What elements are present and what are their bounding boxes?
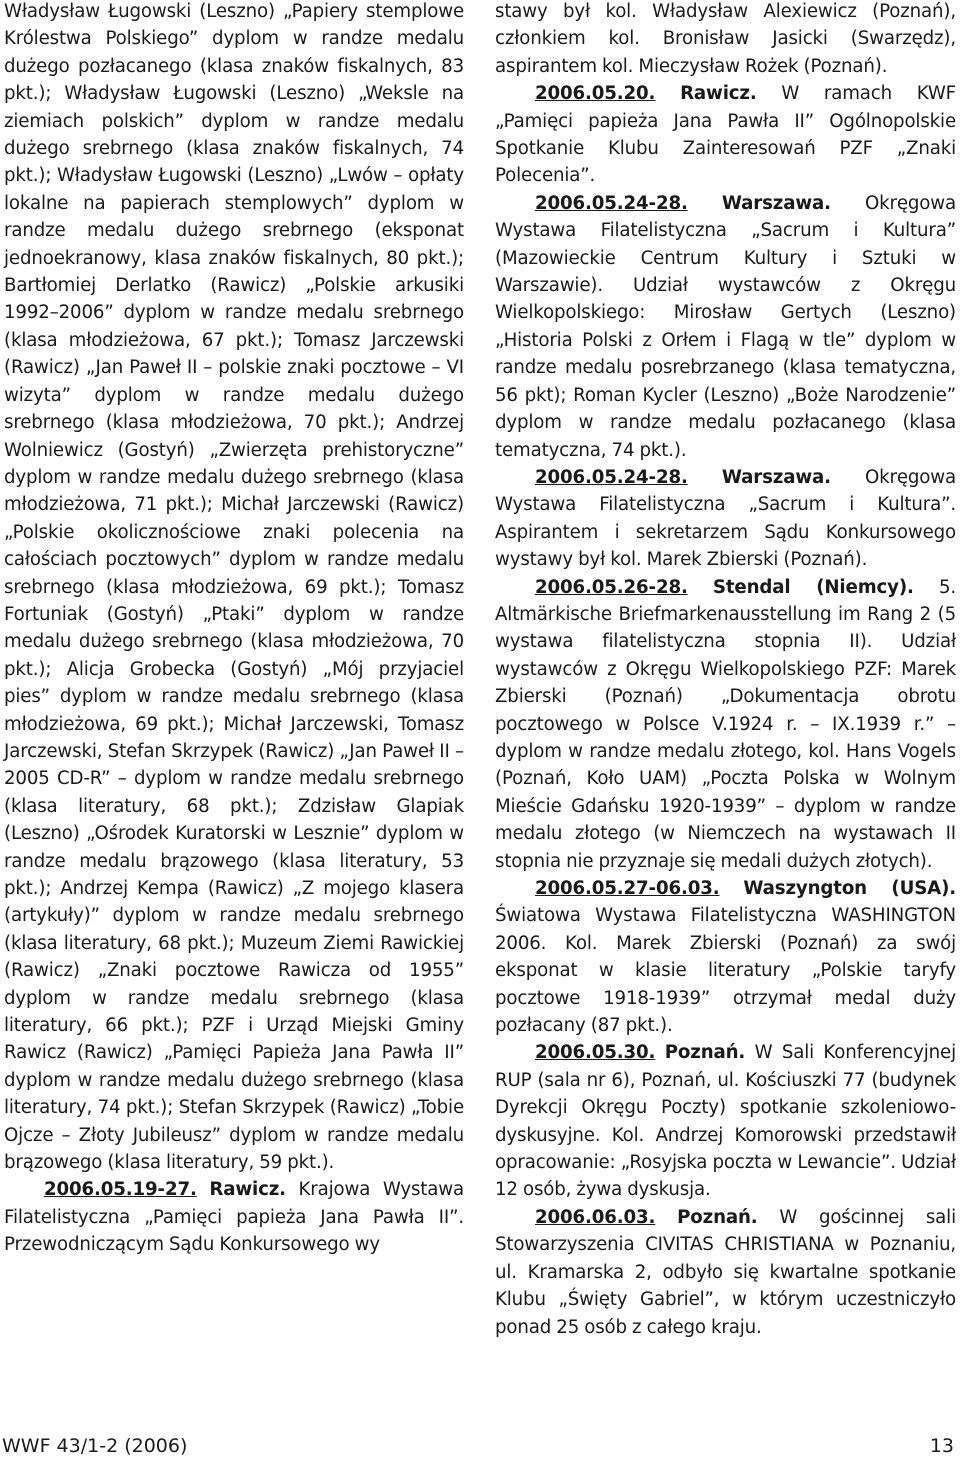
event-text: Okręgowa Wystawa Filatelistyczna „Sacrum i Kultura” (Mazowieckie Centrum Kultury i Sztuki w Warszawie). Udział wystawców z Okręgu Wielkopolskiego: Mirosław Gertych (Leszno) „Historia Polski z Orłem i Flagą w tle” dyplom w randze medalu posrebrzanego (klasa tematyczna, 56 pkt); Roman Kycler (Leszno) „Boże Narodzenie” dyplom w randze medalu pozłacanego (klasa tematyczna, 74 pkt.). — [495, 192, 956, 461]
journal-issue: WWF 43/1-2 (2006) — [2, 1435, 188, 1457]
event-date: 2006.05.26-28. — [535, 576, 688, 598]
event-text: W gościnnej sali Stowarzyszenia CIVITAS CHRISTIANA w Poznaniu, ul. Kramarska 2, odbyło się kwartalne spotkanie Klubu „Święty Gabriel”, w którym uczestniczyło ponad 25 osób z całego kraju. — [495, 1206, 956, 1338]
page-number: 13 — [929, 1435, 954, 1457]
event-poznan-conference — [495, 1039, 956, 1203]
event-stendal — [495, 574, 956, 875]
event-date: 2006.05.30. — [535, 1042, 656, 1064]
event-place: Waszyngton (USA). — [743, 878, 956, 899]
event-place: Rawicz. — [680, 83, 757, 105]
event-text: W Sali Konferencyjnej RUP (sala nr 6), Poznań, ul. Kościuszki 77 (budynek Dyrekcji Okręgu Poczty) spotkanie szkoleniowo-dyskusyjne. Kol. Andrzej Komorowski przedstawił opracowanie: „Rosyjska poczta w Lewancie”. Udział 12 osób, żywa dyskusja. — [495, 1042, 956, 1201]
event-place: Poznań. — [664, 1042, 746, 1064]
event-rawicz-meeting — [495, 80, 956, 190]
event-text: Krajowa Wystawa Filatelistyczna „Pamięci papieża Jana Pawła II”. Przewodniczącym Sądu Konkursowego wy — [4, 1179, 464, 1256]
event-place: Stendal (Niemcy). — [712, 576, 914, 598]
award-list-paragraph: Władysław Ługowski (Leszno) „Papiery stemplowe Królestwa Polskiego” dyplom w randze medalu dużego pozłacanego (klasa znaków fiskalnych, 83 pkt.); Władysław Ługowski (Leszno) „Weksle na ziemiach polskich” dyplom w randze medalu dużego srebrnego (klasa znaków fiskalnych, 74 pkt.); Władysław Ługowski (Leszno) „Lwów – opłaty lokalne na papierach stemplowych” dyplom w randze medalu dużego srebrnego (eksponat jednoekranowy, klasa znaków fiskalnych, 80 pkt.); Bartłomiej Derlatko (Rawicz) „Polskie arkusiki 1992–2006” dyplom w randze medalu srebrnego (klasa młodzieżowa, 67 pkt.); Tomasz Jarczewski (Rawicz) „Jan Paweł II – polskie znaki pocztowe – VI wizyta” dyplom w randze medalu dużego srebrnego (klasa młodzieżowa, 70 pkt.); Andrzej Wolniewicz (Gostyń) „Zwierzęta prehistoryczne” dyplom w randze medalu dużego srebrnego (klasa młodzieżowa, 71 pkt.); Michał Jarczewski (Rawicz) „Polskie okolicznościowe znaki polecenia na całościach pocztowych” dyplom w randze medalu srebrnego (klasa młodzieżowa, 69 pkt.); Tomasz Fortuniak (Gostyń) „Ptaki” dyplom w randze medalu dużego srebrnego (klasa młodzieżowa, 70 pkt.); Alicja Grobecka (Gostyń) „Mój przyjaciel pies” dyplom w randze medalu srebrnego (klasa młodzieżowa, 69 pkt.); Michał Jarczewski, Tomasz Jarczewski, Stefan Skrzypek (Rawicz) „Jan Paweł II – 2005 CD-R” – dyplom w randze medalu srebrnego (klasa literatury, 68 pkt.); Zdzisław Glapiak (Leszno) „Ośrodek Kuratorski w Lesznie” dyplom w randze medalu brązowego (klasa literatury, 53 pkt.); Andrzej Kempa (Rawicz) „Z mojego klasera (artykuły)” dyplom w randze medalu srebrnego (klasa literatury, 68 pkt.); Muzeum Ziemi Rawickiej (Rawicz) „Znaki pocztowe Rawicza od 1955” dyplom w randze medalu srebrnego (klasa literatury, 66 pkt.); PZF i Urząd Miejski Gminy Rawicz (Rawicz) „Pamięci Papieża Jana Pawła II” dyplom w randze medalu dużego srebrnego (klasa literatury, 74 pkt.); Stefan Skrzypek (Rawicz) „Tobie Ojcze – Złoty Jubileusz” dyplom w randze medalu brązowego (klasa literatury, 59 pkt.). — [4, 1, 464, 1174]
event-date: 2006.05.20. — [535, 83, 656, 105]
event-warszawa-exhibition — [495, 190, 956, 464]
event-text: 5. Altmärkische Briefmarkenausstellung im Rang 2 (5 wystawa filatelistyczna stopnia II). Udział wystawców z Okręgu Wielkopolskiego PZF: Marek Zbierski (Poznań) „Dokumentacja obrotu pocztowego w Polsce V.1924 r. – IX.1939 r.” – dyplom w randze medalu złotego, kol. Hans Vogels (Poznań, Koło UAM) „Poczta Polska w Wolnym Mieście Gdańsku 1920-1939” – dyplom w randze medalu złotego (w Niemczech na wystawach II stopnia nie przyznaje się medali dużych złotych). — [495, 576, 956, 872]
event-washington — [495, 875, 956, 1039]
event-text: Okręgowa Wystawa Filatelistyczna „Sacrum i Kultura”. Aspirantem i sekretarzem Sądu Konkursowego wystawy był kol. Marek Zbierski (Poznań). — [495, 466, 956, 571]
event-warszawa-jury — [495, 464, 956, 574]
event-text: Światowa Wystawa Filatelistyczna WASHINGTON 2006. Kol. Marek Zbierski (Poznań) za swój eksponat w klasie literatury „Polskie taryfy pocztowe 1918-1939” otrzymał medal duży pozłacany (87 pkt.). — [495, 905, 956, 1037]
event-place: Warszawa. — [721, 466, 831, 488]
page-footer — [2, 1432, 954, 1460]
event-date: 2006.06.03. — [535, 1206, 656, 1228]
right-column — [495, 0, 956, 1341]
event-date: 2006.05.19-27. — [44, 1179, 197, 1201]
event-date: 2006.05.24-28. — [535, 192, 688, 214]
event-rawicz-exhibition — [4, 1176, 464, 1258]
event-place: Rawicz. — [209, 1179, 286, 1201]
event-date: 2006.05.27-06.03. — [535, 878, 720, 899]
continued-paragraph: stawy był kol. Władysław Alexiewicz (Poznań), członkiem kol. Bronisław Jasicki (Swarzędz), aspirantem kol. Mieczysław Rożek (Poznań). — [495, 1, 956, 77]
event-place: Poznań. — [677, 1206, 758, 1228]
event-date: 2006.05.24-28. — [535, 466, 688, 488]
event-text: W ramach KWF „Pamięci papieża Jana Pawła II” Ogólnopolskie Spotkanie Klubu Zainteresowań PZF „Znaki Polecenia”. — [495, 83, 956, 187]
event-place: Warszawa. — [721, 192, 831, 214]
event-poznan-club — [495, 1204, 956, 1341]
left-column — [4, 0, 464, 1259]
